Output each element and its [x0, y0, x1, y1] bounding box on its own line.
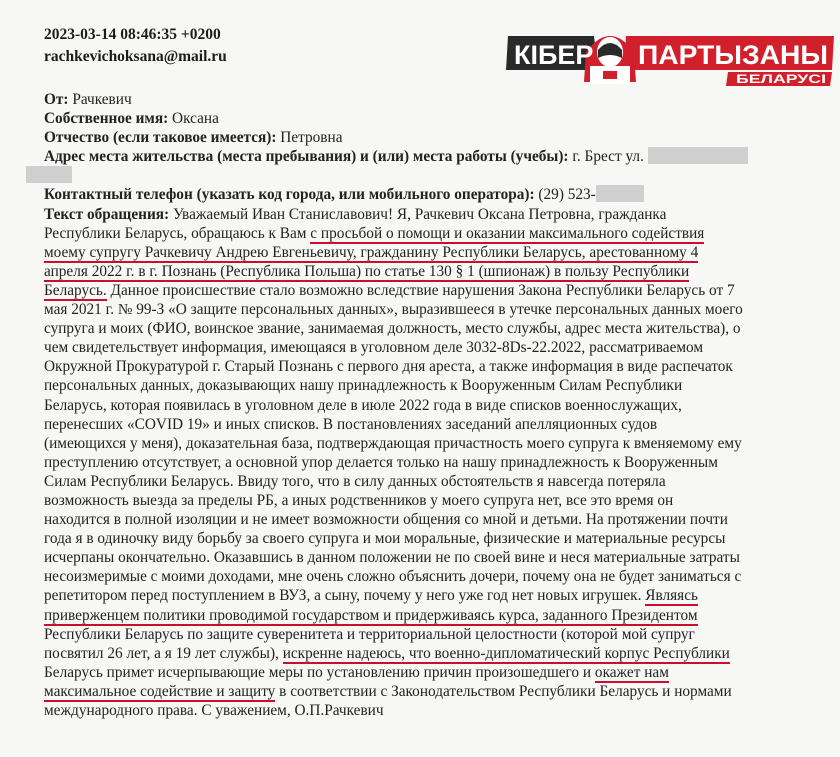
letter-line-20: несоизмеримые с моими доходами, мне очень сложно объяснить дочери, почему она не будет заниматься с: [44, 568, 742, 586]
letter-line-19: исчерпаны окончательно. Оказавшись в данном положении не по своей вине и неся материальные затраты: [44, 549, 740, 567]
field-patronymic: Отчество (если таковое имеется): Петровна: [44, 129, 343, 147]
letter-line-2: Республики Беларусь, обращаюсь к Вам с просьбой о помощи и оказании максимального содействия: [44, 224, 705, 242]
letter-body: [44, 90, 840, 720]
letter-line-18: года я в одиночку виду борьбу за своего супруга и мои моральные, физические и материальные ресурсы: [44, 530, 726, 548]
letter-line-23: Республики Беларусь по защите суверенитета и территориальной целостности (которой мой супруг: [44, 625, 695, 643]
redaction-address: [648, 147, 748, 164]
logo-word-1: КІБЕР: [514, 40, 594, 70]
field-address: Адрес места жительства (места пребывания) и (или) места работы (учебы): г. Брест ул.: [44, 147, 840, 166]
letter-line-12: перенесших «COVID 19» и иных списков. В постановлениях заседаний апелляционных судов: [44, 415, 658, 433]
sender-email: rachkevichoksana@mail.ru: [44, 48, 227, 65]
letter-line-1: Текст обращения: Уважаемый Иван Станиславович! Я, Рачкевич Оксана Петровна, гражданка: [44, 205, 667, 223]
letter-line-13: (имеющихся у меня), доказательная база, подтверждающая причастность моего супруга к вменяемому ему: [44, 434, 742, 452]
redaction-phone: [596, 185, 644, 202]
field-name: Собственное имя: Оксана: [44, 110, 219, 128]
letter-line-17: находится в полной изоляции и не имеет возможности общения со мной и детьми. На протяжении почти: [44, 511, 728, 529]
letter-line-25: Беларусь примет исчерпывающие меры по установлению причин произошедшего и окажет нам: [44, 663, 669, 681]
field-from: От: Рачкевич: [44, 91, 132, 108]
field-address-cont: [44, 166, 840, 185]
cyber-partisans-logo: [506, 22, 836, 92]
letter-line-15: Силам Республики Беларусь. Ввиду того, что в силу данных обстоятельств я навсегда потеряла: [44, 472, 666, 490]
letter-line-7: супруга и моих (ФИО, воинское звание, занимаемая должность, место службы, адрес места жительства), о: [44, 320, 741, 338]
email-datetime: 2023-03-14 08:46:35 +0200: [44, 26, 221, 43]
letter-line-4: апреля 2022 г. в г. Познань (Республика Польша) по статье 130 § 1 (шпионаж) в пользу Республики: [44, 262, 690, 280]
letter-line-21: репетитором перед поступлением в ВУЗ, а сыну, почему у него уже год нет новых игрушек. Являясь: [44, 587, 698, 605]
redaction-address-2: [26, 166, 72, 183]
logo-word-2: ПАРТЫЗАНЫ: [638, 40, 828, 70]
letter-line-16: возможность выезда за пределы РБ, а иных родственников у моего супруга нет, все это время он: [44, 491, 674, 509]
letter-line-22: приверженцем политики проводимой государством и придерживаясь курса, заданного Президентом: [44, 606, 698, 624]
letter-line-3: моему супругу Рачкевичу Андрею Евгеньевичу, гражданину Республики Беларусь, арестованному 4: [44, 243, 699, 261]
letter-line-14: преступлению отсутствует, а основной упор делается только на нашу принадлежность к Вооруженным: [44, 453, 718, 471]
letter-line-27: международного права. С уважением, О.П.Рачкевич: [44, 702, 384, 719]
letter-line-26: максимальное содействие и защиту в соответствии с Законодательством Республики Беларусь и нормами: [44, 682, 732, 700]
letter-line-9: Окружной Прокуратурой г. Старый Познань с первого дня ареста, а также информация в виде распечаток: [44, 358, 733, 376]
letter-line-24: посвятил 26 лет, а я 19 лет службы), искренне надеюсь, что военно-дипломатический корпус Республики: [44, 644, 730, 662]
letter-line-6: мая 2021 г. № 99-З «О защите персональных данных», выразившееся в утечке персональных данных моего: [44, 301, 743, 319]
letter-line-8: чем свидетельствует информация, имеющаяся в уголовном деле 3032-8Ds-22.2022, рассматриваемом: [44, 339, 704, 357]
logo-sub-word: БЕЛАРУСІ: [736, 72, 826, 86]
letter-line-10: персональных данных, доказывающих нашу принадлежность к Вооруженным Силам Республики: [44, 377, 683, 395]
letter-line-5: Беларусь. Данное происшествие стало возможно вследствие нарушения Закона Республики Беларусь от 7: [44, 281, 735, 299]
letter-line-11: Беларусь, которая появилась в уголовном деле в июле 2022 года в виде списков военнослужащих,: [44, 396, 682, 414]
field-phone: Контактный телефон (указать код города, или мобильного оператора): (29) 523-: [44, 185, 840, 204]
